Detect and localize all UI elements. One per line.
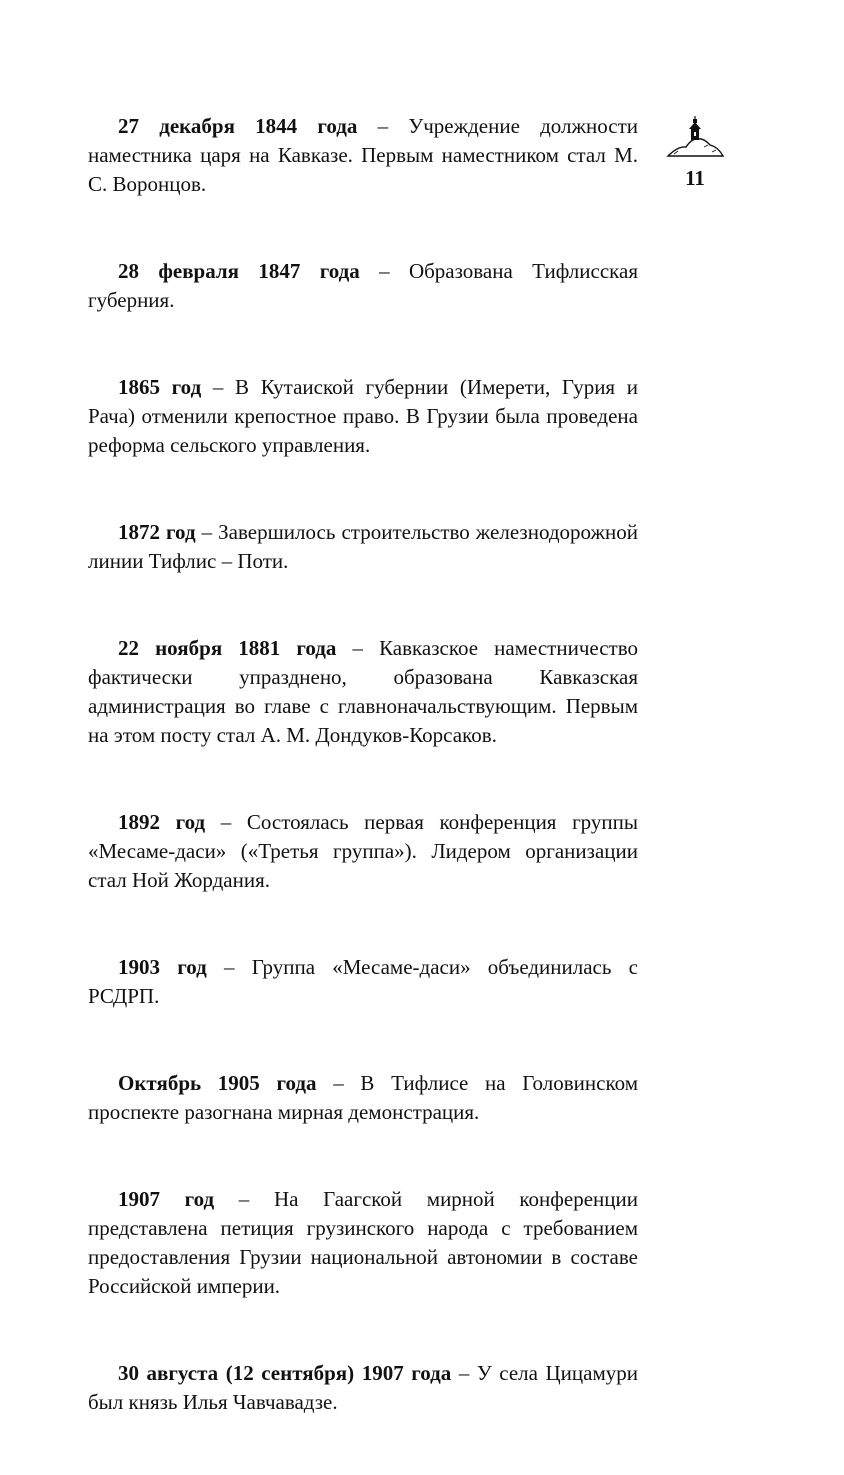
entry-text: – На Гаагской мирной конференции представлена петиция грузинского народа с требованием предоставления Грузии национальной автономии в составе Российской империи.: [88, 1187, 638, 1298]
chronology-entry: [88, 808, 638, 895]
entry-date: 30 августа (12 сентября) 1907 года: [118, 1361, 452, 1385]
entry-date: Октябрь 1905 года: [118, 1071, 317, 1095]
chronology-entry: [88, 953, 638, 1011]
entry-date: 1892 год: [118, 810, 206, 834]
chronology-entry: [88, 257, 638, 315]
entry-date: 1903 год: [118, 955, 207, 979]
chronology-entry: [88, 518, 638, 576]
entry-date: 28 февраля 1847 года: [118, 259, 360, 283]
entry-text: – Завершилось строительство железнодорожной линии Тифлис – Поти.: [88, 520, 638, 573]
entry-date: 1872 год: [118, 520, 196, 544]
chronology-entry: [88, 1069, 638, 1127]
entry-date: 22 ноября 1881 года: [118, 636, 337, 660]
entry-date: 27 декабря 1844 года: [118, 114, 358, 138]
entry-text: – У села Цицамури был князь Илья Чавчавадзе.: [88, 1361, 638, 1414]
entry-text: – Состоялась первая конференция группы «Месаме-даси» («Третья группа»). Лидером организации стал Ной Жордания.: [88, 810, 638, 892]
entry-text: – Учреждение должности наместника царя на Кавказе. Первым наместником стал М. С. Воронцов.: [88, 114, 638, 196]
entry-date: 1907 год: [118, 1187, 215, 1211]
entry-date: 1865 год: [118, 375, 202, 399]
chronology-text: [88, 112, 638, 1475]
entry-text: – Образована Тифлисская губерния.: [88, 259, 639, 312]
entry-text: – В Тифлисе на Головинском проспекте разогнана мирная демонстрация.: [88, 1071, 639, 1124]
entry-text: – Группа «Месаме-даси» объединилась с РСДРП.: [88, 955, 638, 1008]
page-number: 11: [685, 166, 705, 190]
entry-text: – Кавказское наместничество фактически упразднено, образована Кавказская администрация во главе с главноначальствующим. Первым на этом посту стал А. М. Дондуков-Корсаков.: [88, 636, 638, 747]
chronology-entry: [88, 112, 638, 199]
chronology-entry: [88, 1359, 638, 1417]
chronology-entry: [88, 373, 638, 460]
chronology-entry: [88, 1185, 638, 1301]
entry-text: – В Кутаиской губернии (Имерети, Гурия и Рача) отменили крепостное право. В Грузии была проведена реформа сельского управления.: [88, 375, 638, 457]
chronology-entry: [88, 634, 638, 750]
